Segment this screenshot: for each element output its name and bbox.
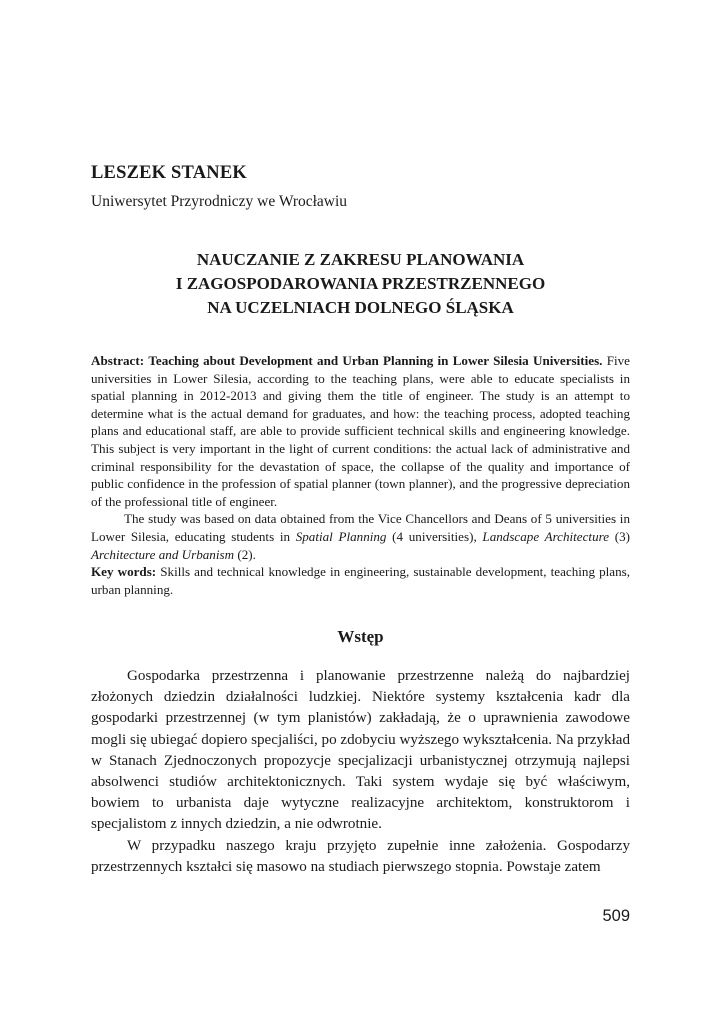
body-paragraph: Gospodarka przestrzenna i planowanie przestrzenne należą do najbardziej złożonych dziedzin działalności ludzkiej. Niektóre systemy kształcenia kadr dla gospodarki przestrzennej (w tym planistów) zakładają, że o uprawnienia zawodowe mogli się ubiegać dopiero specjaliści, po zdobyciu wyższego wykształcenia. Na przykład w Stanach Zjednoczonych propozycje specjalizacji urbanistycznej otrzymują najlepsi absolwenci studiów architektonicznych. Taki system wydaje się być właściwym, bowiem to urbanista daje wytyczne realizacyjne architektom, konstruktorom i specjalistom z innych dziedzin, a nie odwrotnie. bbox=[91, 668, 631, 833]
abstract-p2-emph: Architecture and Urbanism bbox=[91, 546, 235, 562]
abstract-p2-emph: Landscape Architecture bbox=[482, 528, 610, 544]
page-number: 509 bbox=[602, 907, 630, 925]
abstract-p2-text: (4 universities), bbox=[392, 528, 477, 544]
title-line: NA UCZELNIACH DOLNEGO ŚLĄSKA bbox=[207, 298, 514, 317]
author-name: LESZEK STANEK bbox=[91, 163, 247, 183]
author-affiliation: Uniwersytet Przyrodniczy we Wrocławiu bbox=[91, 193, 348, 210]
abstract-text: Five universities in Lower Silesia, according to the teaching plans, were able to educate specialists in spatial planning in 2012-2013 and giving them the title of engineer. The study is an attempt to determine what is the actual demand for graduates, and how: the teaching process, adopted teaching plans and educational staff, are able to provide sufficient technical skills and engineering knowledge. This subject is very important in the light of current conditions: the actual lack of administrative and criminal responsibility for the devastation of space, the collapse of the quality and importance of public confidence in the profession of spatial planner (town planner), and the progressive depreciation of the professional title of engineer. bbox=[91, 353, 630, 509]
abstract-paragraph-2 bbox=[91, 510, 630, 563]
abstract-p2-emph: Spatial Planning bbox=[295, 528, 387, 544]
abstract-section bbox=[91, 352, 630, 598]
keywords-label: Key words: bbox=[91, 564, 157, 580]
body-paragraph: W przypadku naszego kraju przyjęto zupełnie inne założenia. Gospodarzy przestrzennych kształci się masowo na studiach pierwszego stopnia. Powstaje zatem bbox=[91, 837, 630, 875]
abstract-label: Abstract: bbox=[91, 353, 145, 368]
abstract-p2-text: (2). bbox=[237, 546, 256, 562]
title-line: I ZAGOSPODAROWANIA PRZESTRZENNEGO bbox=[175, 274, 546, 293]
title-line: NAUCZANIE Z ZAKRESU PLANOWANIA bbox=[196, 250, 525, 269]
keywords-paragraph bbox=[91, 563, 630, 598]
body-text bbox=[91, 666, 630, 878]
abstract-p2-text: The study was based on data obtained from the Vice Chancellors and Deans of 5 universities in Lower Silesia, educating students in bbox=[91, 511, 630, 544]
keywords-text: Skills and technical knowledge in engineering, sustainable development, teaching plans, urban planning. bbox=[91, 564, 630, 597]
article-title bbox=[91, 248, 630, 320]
section-heading: Wstęp bbox=[337, 627, 384, 646]
abstract-p2-text: (3) bbox=[614, 528, 630, 544]
abstract-paragraph bbox=[91, 352, 630, 510]
abstract-english-title: Teaching about Development and Urban Planning in Lower Silesia Universities. bbox=[148, 353, 603, 368]
